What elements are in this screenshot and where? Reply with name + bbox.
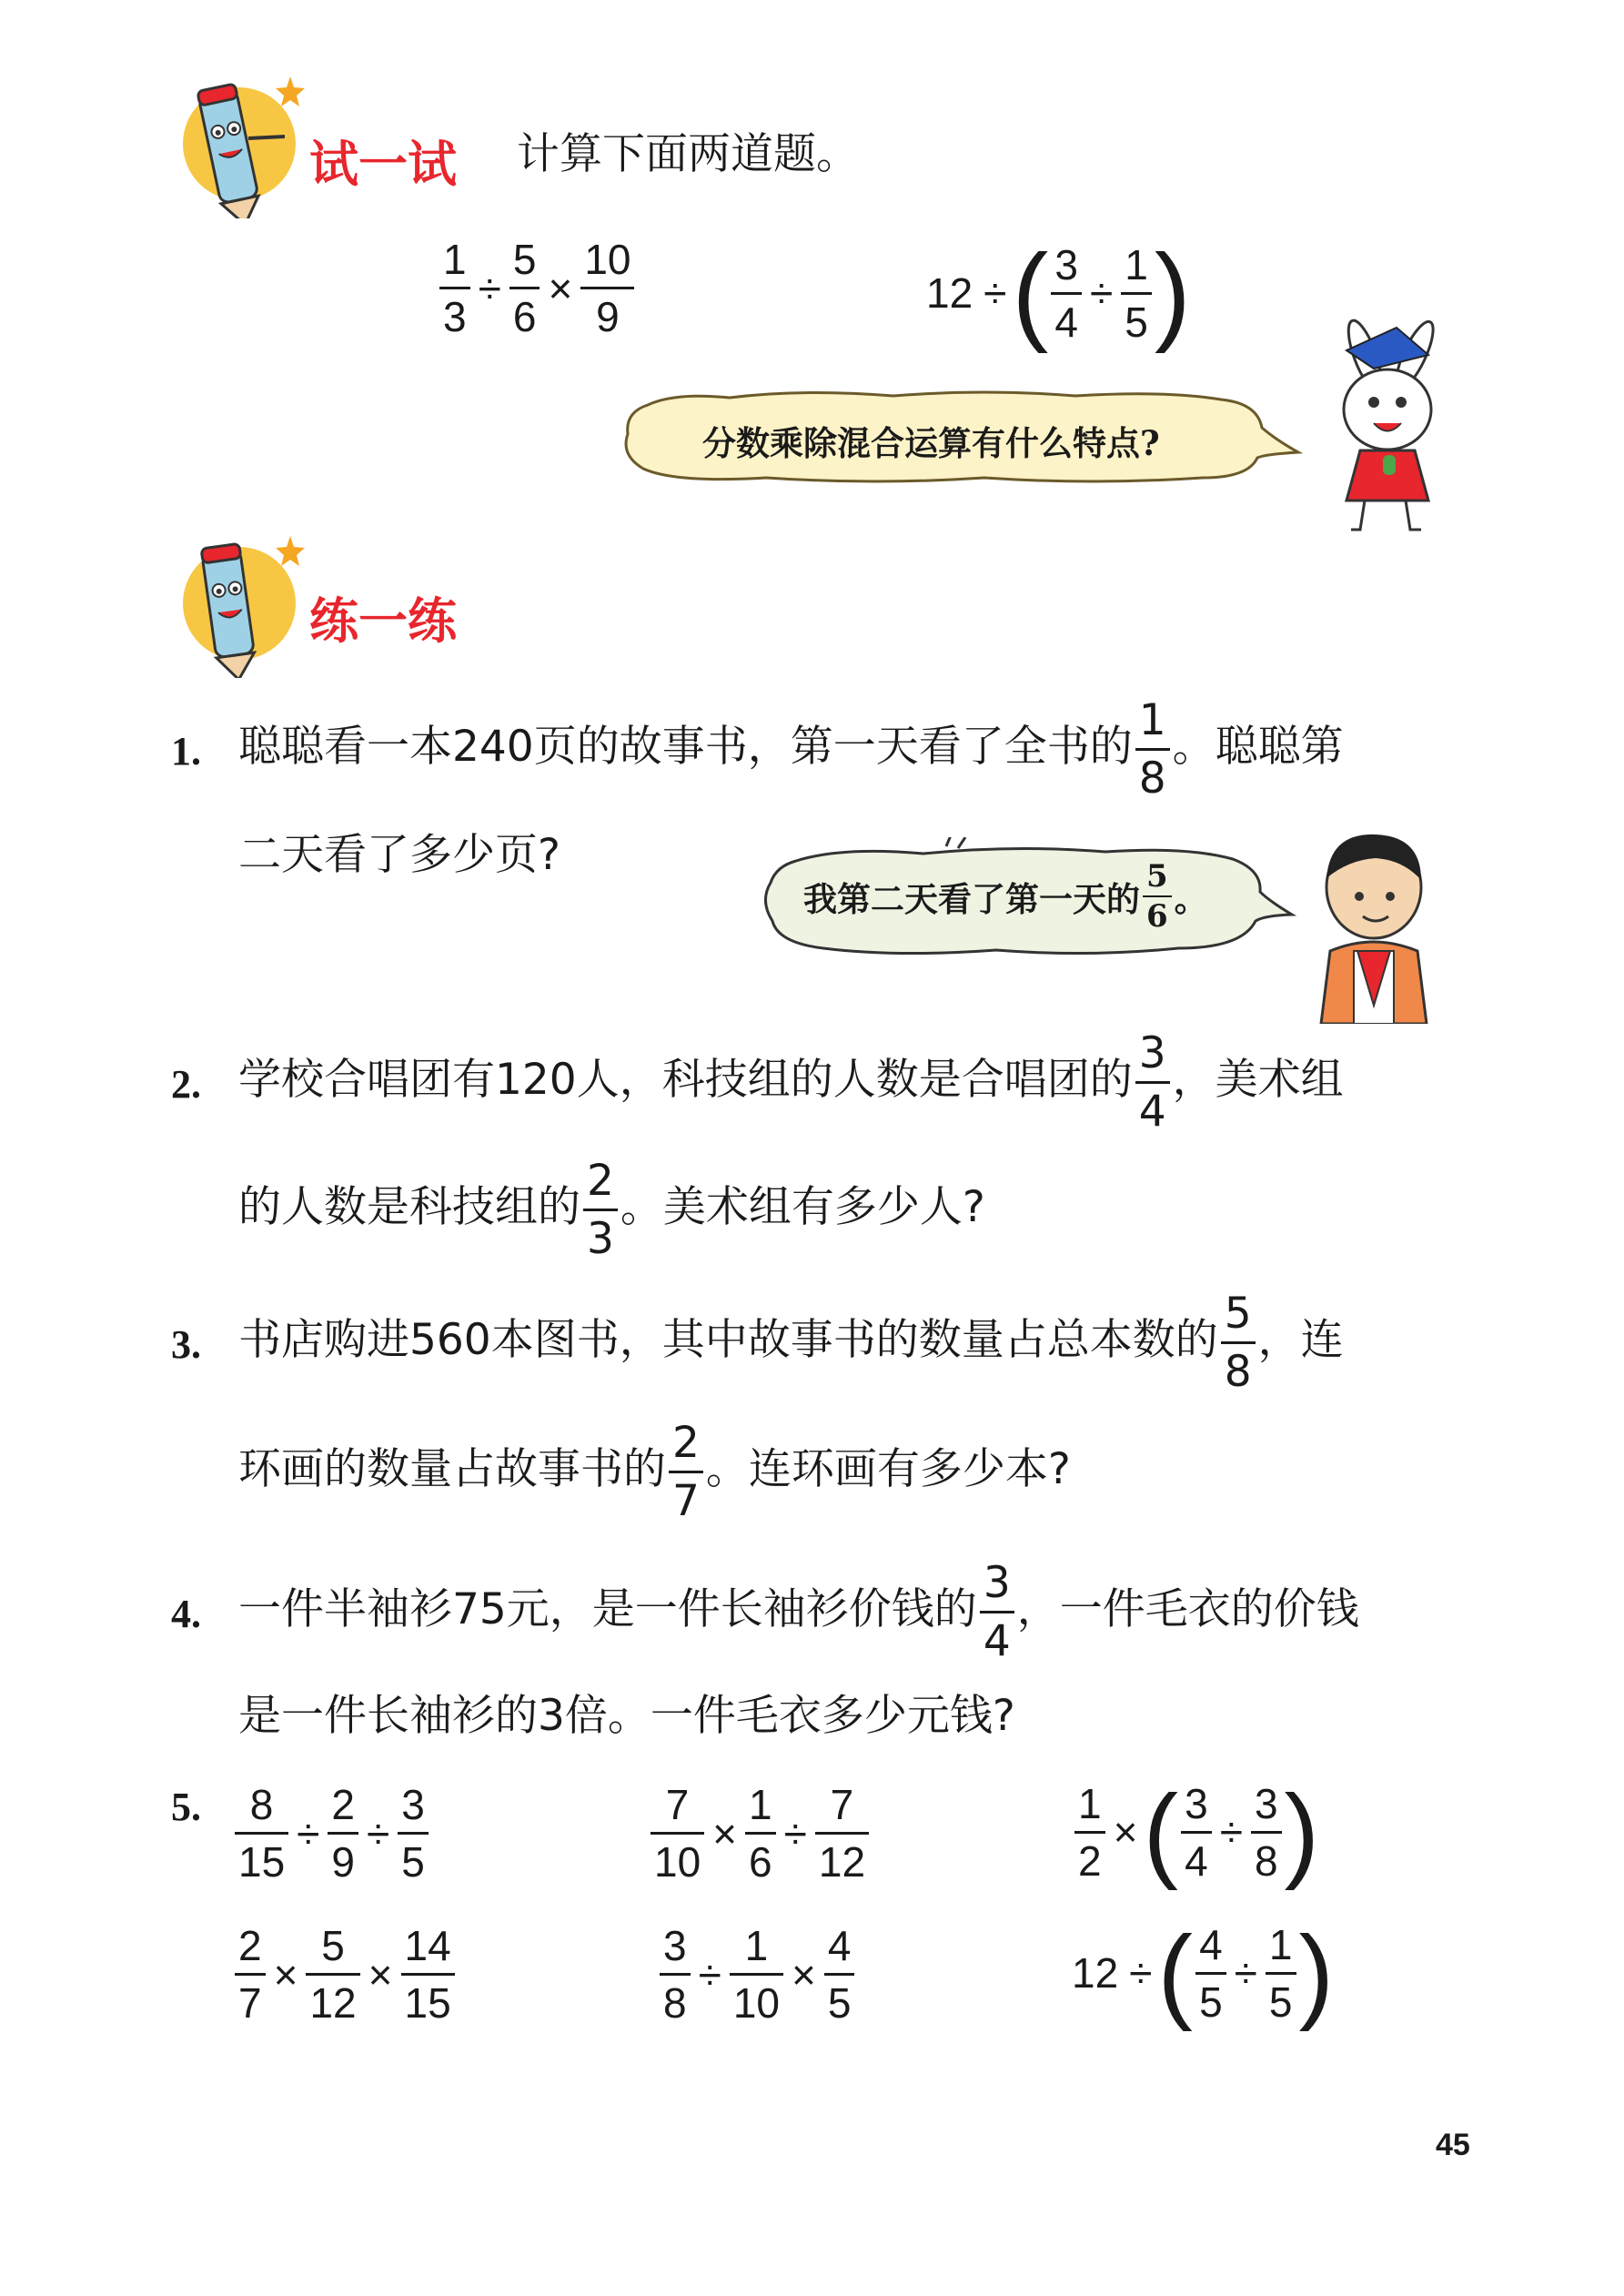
fraction: $\frac{3}{4}$	[1135, 1032, 1170, 1133]
fraction: $\frac{3}{5}$	[398, 1784, 429, 1883]
speech-bubble	[620, 387, 1303, 487]
q5-expression-2: $\frac{7}{10}$ × $\frac{1}{6}$ ÷ $\frac{7}{12}$	[648, 1784, 872, 1883]
page-number: 45	[1436, 2128, 1470, 2162]
question-number: 4.	[171, 1592, 201, 1636]
fraction: $\frac{1}{6}$	[745, 1784, 776, 1883]
fraction: $\frac{5}{6}$	[1143, 861, 1172, 932]
try-expression-1: $\frac{1}{3}$ ÷ $\frac{5}{6}$ × $\frac{10}{9}$	[437, 238, 637, 338]
rabbit-character-icon	[1310, 319, 1456, 537]
fraction: $\frac{7}{10}$	[651, 1784, 704, 1883]
fraction: $\frac{14}{15}$	[401, 1925, 455, 2024]
fraction: $\frac{10}{9}$	[580, 238, 634, 338]
bubble-text: 我第二天看了第一天的 $\frac{5}{6}$ 。	[803, 858, 1208, 935]
bubble-text: 分数乘除混合运算有什么特点?	[702, 423, 1160, 463]
try-section-title: 试一试	[309, 136, 457, 193]
question-number: 5.	[171, 1785, 201, 1829]
fraction: $\frac{1}{10}$	[730, 1925, 783, 2024]
question-number: 1.	[171, 729, 201, 774]
fraction: $\frac{7}{12}$	[815, 1784, 869, 1883]
fraction: $\frac{5}{12}$	[306, 1925, 359, 2024]
question-1-line-2: 二天看了多少页?	[238, 830, 560, 880]
fraction: $\frac{3}{8}$	[1251, 1783, 1282, 1882]
fraction: $\frac{1}{5}$	[1266, 1924, 1296, 2023]
fraction: $\frac{4}{5}$	[1195, 1924, 1226, 2023]
fraction: $\frac{3}{4}$	[1051, 244, 1082, 343]
try-instruction: 计算下面两道题。	[517, 129, 859, 179]
fraction: $\frac{3}{4}$	[980, 1562, 1014, 1663]
fraction: $\frac{8}{15}$	[235, 1784, 288, 1883]
fraction: $\frac{1}{3}$	[439, 238, 470, 338]
fraction: $\frac{2}{3}$	[583, 1159, 618, 1260]
q5-expression-1: $\frac{8}{15}$ ÷ $\frac{2}{9}$ ÷ $\frac{3}{5}$	[232, 1784, 431, 1883]
question-number: 3.	[171, 1322, 201, 1367]
fraction: $\frac{1}{8}$	[1135, 699, 1170, 800]
fraction: $\frac{2}{9}$	[328, 1784, 358, 1883]
fraction: $\frac{3}{4}$	[1181, 1783, 1212, 1882]
pencil-mascot-icon	[168, 523, 305, 678]
q5-expression-3: $\frac{1}{2}$ ×( $\frac{3}{4}$ ÷ $\frac{3}{8}$ )	[1072, 1779, 1319, 1885]
try-expression-2: 12 ÷( $\frac{3}{4}$ ÷ $\frac{1}{5}$ )	[926, 232, 1191, 354]
question-2-line-2: 的人数是科技组的 $\frac{2}{3}$ 。美术组有多少人?	[238, 1156, 985, 1264]
fraction: $\frac{2}{7}$	[235, 1925, 266, 2024]
q5-expression-4: $\frac{2}{7}$ × $\frac{5}{12}$ × $\frac{14}{15}$	[232, 1925, 458, 2024]
question-4-line-2: 是一件长袖衫的3倍。一件毛衣多少元钱?	[238, 1691, 1015, 1741]
question-number: 2.	[171, 1062, 201, 1107]
fraction: $\frac{5}{8}$	[1221, 1292, 1256, 1393]
pencil-mascot-icon	[168, 64, 305, 218]
question-3-line-1: 书店购进560本图书，其中故事书的数量占总本数的 $\frac{5}{8}$ ，连	[238, 1289, 1344, 1397]
fraction: $\frac{4}{5}$	[824, 1925, 855, 2024]
q5-expression-6: 12 ÷( $\frac{4}{5}$ ÷ $\frac{1}{5}$ )	[1072, 1914, 1335, 2032]
fraction: $\frac{2}{7}$	[669, 1421, 703, 1522]
question-4-line-1: 一件半袖衫75元，是一件长袖衫价钱的 $\frac{3}{4}$ ，一件毛衣的价钱	[238, 1558, 1359, 1666]
q5-expression-5: $\frac{3}{8}$ ÷ $\frac{1}{10}$ × $\frac{4}{5}$	[657, 1925, 857, 2024]
question-1-line-1: 聪聪看一本240页的故事书，第一天看了全书的 $\frac{1}{8}$ 。聪聪第	[238, 695, 1344, 804]
practice-section-title: 练一练	[309, 592, 457, 650]
fraction: $\frac{1}{5}$	[1121, 244, 1152, 343]
boy-character-icon	[1303, 824, 1439, 1024]
speech-bubble	[760, 837, 1296, 965]
fraction: $\frac{1}{2}$	[1074, 1783, 1105, 1882]
fraction: $\frac{5}{6}$	[509, 238, 540, 338]
fraction: $\frac{3}{8}$	[660, 1925, 691, 2024]
question-2-line-1: 学校合唱团有120人，科技组的人数是合唱团的 $\frac{3}{4}$ ，美术组	[238, 1028, 1344, 1137]
question-3-line-2: 环画的数量占故事书的 $\frac{2}{7}$ 。连环画有多少本?	[238, 1418, 1071, 1526]
